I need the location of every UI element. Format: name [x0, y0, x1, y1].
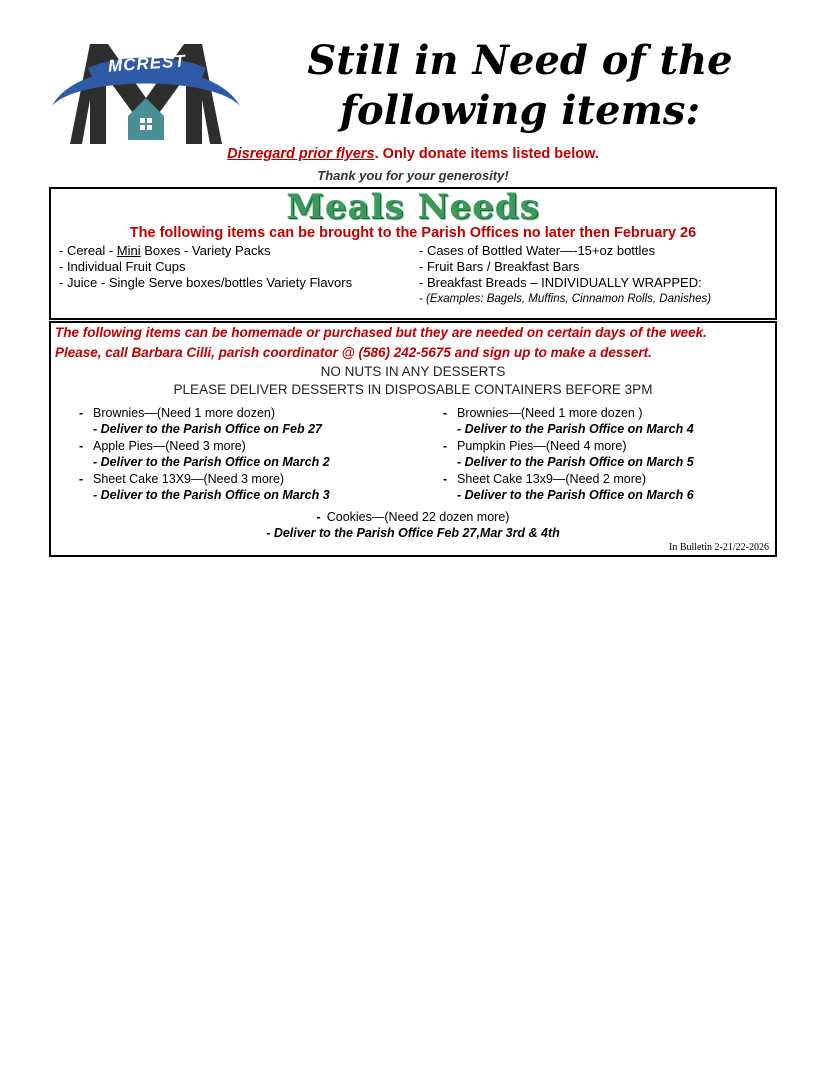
headline-line-1: Still in Need of the: [307, 37, 733, 84]
headline-line-2: following items:: [339, 87, 701, 134]
desserts-box: [49, 321, 777, 557]
deliver-note: PLEASE DELIVER DESSERTS IN DISPOSABLE CONTAINERS BEFORE 3PM: [173, 382, 653, 397]
list-item: - Sheet Cake 13X9—(Need 3 more) - Deliver to the Parish Office on March 3: [79, 472, 330, 502]
list-item: - Juice - Single Serve boxes/bottles Variety Flavors: [59, 275, 353, 290]
headline: [300, 36, 740, 136]
meals-needs-box: [49, 187, 777, 320]
meals-deadline: The following items can be brought to the Parish Offices no later then February 26: [129, 225, 697, 241]
desserts-intro: The following items can be homemade or purchased but they are needed on certain days of the week.: [55, 325, 707, 340]
meals-left-list: [59, 243, 411, 291]
disregard-notice: [0, 146, 826, 162]
list-item: - Brownies—(Need 1 more dozen ) - Deliver to the Parish Office on March 4: [443, 406, 694, 436]
list-item: - Sheet Cake 13x9—(Need 2 more) - Deliver to the Parish Office on March 6: [443, 472, 694, 502]
bulletin-date: In Bulletin 2-21/22-2026: [669, 542, 769, 553]
list-item: - Breakfast Breads – INDIVIDUALLY WRAPPED:: [419, 275, 702, 290]
list-item: - (Examples: Bagels, Muffins, Cinnamon Rolls, Danishes): [419, 293, 712, 305]
disregard-rest: . Only donate items listed below.: [374, 146, 599, 162]
list-item: - Fruit Bars / Breakfast Bars: [419, 259, 580, 274]
list-item: - Brownies—(Need 1 more dozen) - Deliver to the Parish Office on Feb 27: [79, 406, 322, 436]
list-item: - Pumpkin Pies—(Need 4 more) - Deliver to the Parish Office on March 5: [443, 439, 694, 469]
cookies-item: - Cookies—(Need 22 dozen more) - Deliver to the Parish Office Feb 27,Mar 3rd & 4th: [266, 510, 560, 540]
list-item: - Apple Pies—(Need 3 more) - Deliver to the Parish Office on March 2: [79, 439, 330, 469]
list-item: - Cereal - Mini Boxes - Variety Packs: [59, 243, 271, 258]
thank-you-note: Thank you for your generosity!: [317, 168, 509, 183]
desserts-contact: Please, call Barbara Cilli, parish coordinator @ (586) 242-5675 and sign up to make a dessert.: [55, 345, 652, 360]
no-nuts-note: NO NUTS IN ANY DESSERTS: [320, 364, 506, 379]
list-item: - Individual Fruit Cups: [59, 259, 186, 274]
meals-title: Meals Needs: [286, 187, 540, 227]
logo-text: MCREST: [107, 51, 187, 76]
disregard-underlined: Disregard prior flyers: [227, 146, 375, 162]
list-item: - Cases of Bottled Water—-15+oz bottles: [419, 243, 656, 258]
meals-right-list: [419, 243, 775, 307]
mcrest-logo: [48, 36, 243, 144]
